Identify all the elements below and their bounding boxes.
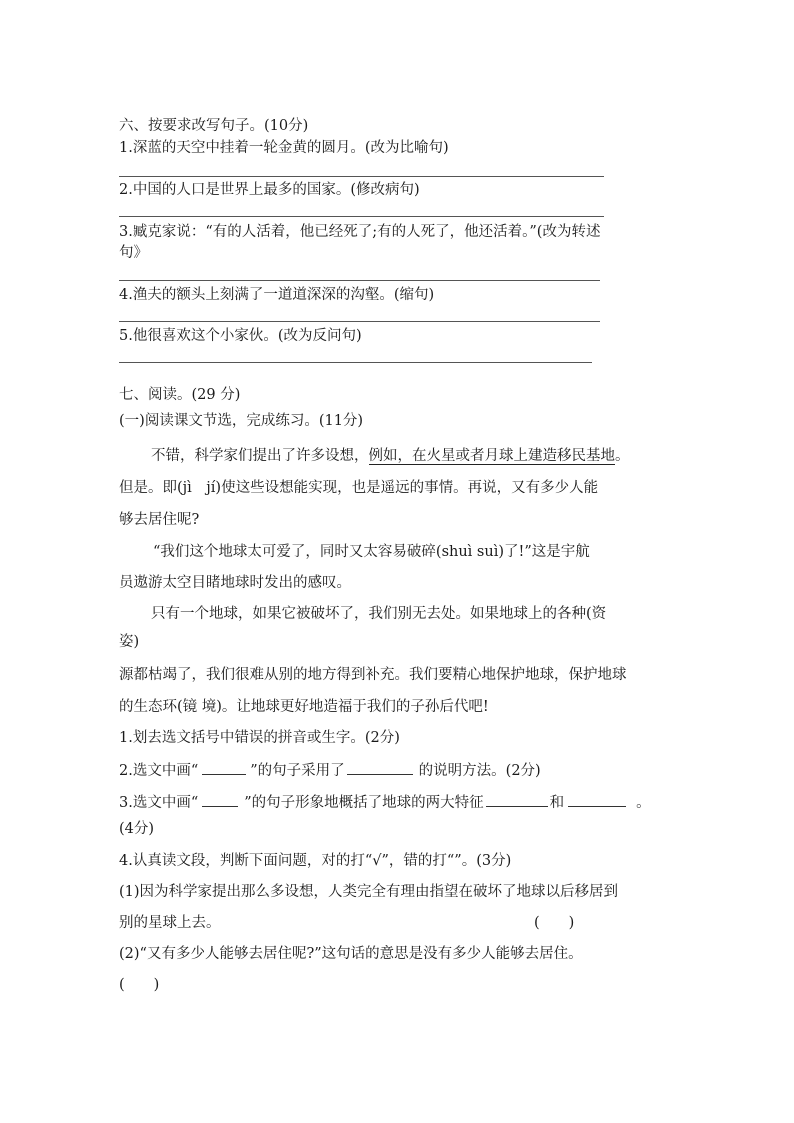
rewrite-item-2: 2.中国的人口是世界上最多的国家。(修改病句)	[119, 182, 420, 198]
section-six-heading: 六、按要求改写句子。(10分)	[119, 118, 309, 134]
answer-line-1[interactable]	[119, 176, 604, 177]
passage-p1-period: 。	[615, 448, 630, 464]
question-3-text-d: 。	[636, 795, 651, 811]
rewrite-item-4: 4.渔夫的额头上刻满了一道道深深的沟壑。(缩句)	[119, 287, 435, 303]
passage-p3-line4: 的生态环(镜 境)。让地球更好地造福于我们的子孙后代吧!	[119, 699, 489, 715]
question-4-1-line2: 别的星球上去。	[119, 915, 221, 931]
question-2	[119, 760, 541, 781]
question-4-1-line1: (1)因为科学家提出那么多设想，人类完全有理由指望在破坏了地球以后移居到	[119, 884, 619, 900]
rewrite-item-5: 5.他很喜欢这个小家伙。(改为反问句)	[119, 328, 362, 344]
answer-line-4[interactable]	[119, 321, 600, 322]
passage-p1-line3: 够去居住呢?	[119, 512, 200, 528]
passage-p1-line1	[151, 446, 630, 466]
rewrite-item-3-cont: 句》	[119, 245, 148, 261]
passage-p3-line1: 只有一个地球，如果它被破坏了，我们别无去处。如果地球上的各种(资	[151, 606, 607, 622]
judge-paren-1[interactable]: ( )	[534, 915, 575, 931]
passage-p3-line2: 姿)	[119, 634, 140, 650]
rewrite-item-3: 3.臧克家说：“有的人活着，他已经死了;有的人死了，他还活着。”(改为转述	[119, 224, 601, 240]
answer-line-3[interactable]	[119, 280, 600, 281]
question-3	[119, 792, 651, 813]
answer-line-5[interactable]	[119, 362, 592, 363]
passage-p3-line3: 源都枯竭了，我们很难从别的地方得到补充。我们要精心地保护地球，保护地球	[119, 667, 627, 683]
blank-underline-mark[interactable]	[202, 760, 246, 775]
question-2-text-b: ”的句子采用了	[250, 763, 345, 779]
passage-p1-line2: 但是。即(jì jí)使这些设想能实现，也是遥远的事情。再说，又有多少人能	[119, 480, 599, 496]
passage-p1-text: 不错，科学家们提出了许多设想，	[151, 448, 369, 464]
section-seven-heading: 七、阅读。(29 分)	[119, 387, 241, 403]
question-3-score: (4分)	[119, 821, 155, 837]
blank-method[interactable]	[347, 760, 413, 775]
blank-underline-mark-2[interactable]	[202, 792, 238, 807]
passage-p2-line1: “我们这个地球太可爱了，同时又太容易破碎(shuì suì)了!”这是宇航	[153, 544, 590, 560]
question-3-text-c: 和	[549, 795, 565, 811]
blank-feature-1[interactable]	[486, 792, 548, 807]
question-2-text-c: 的说明方法。(2分)	[418, 763, 541, 779]
judge-paren-2[interactable]: ( )	[119, 977, 160, 993]
rewrite-item-1: 1.深蓝的天空中挂着一轮金黄的圆月。(改为比喻句)	[119, 140, 449, 156]
answer-line-2[interactable]	[119, 216, 604, 217]
question-3-text-b: ”的句子形象地概括了地球的两大特征	[244, 795, 484, 811]
question-3-text-a: 3.选文中画“	[119, 795, 199, 811]
question-4: 4.认真读文段，判断下面问题，对的打“√”，错的打“”。(3分)	[119, 853, 512, 869]
question-1: 1.划去选文括号中错误的拼音或生字。(2分)	[119, 730, 400, 746]
blank-feature-2[interactable]	[568, 792, 626, 807]
passage-p2-line2: 员遨游太空目睹地球时发出的感叹。	[119, 575, 351, 591]
question-2-text-a: 2.选文中画“	[119, 763, 199, 779]
underlined-sentence: 例如，在火星或者月球上建造移民基地	[368, 448, 615, 464]
reading-sub-heading: (一)阅读课文节选，完成练习。(11分)	[119, 413, 364, 429]
question-4-2-line1: (2)“又有多少人能够去居住呢?”这句话的意思是没有多少人能够去居住。	[119, 946, 583, 962]
